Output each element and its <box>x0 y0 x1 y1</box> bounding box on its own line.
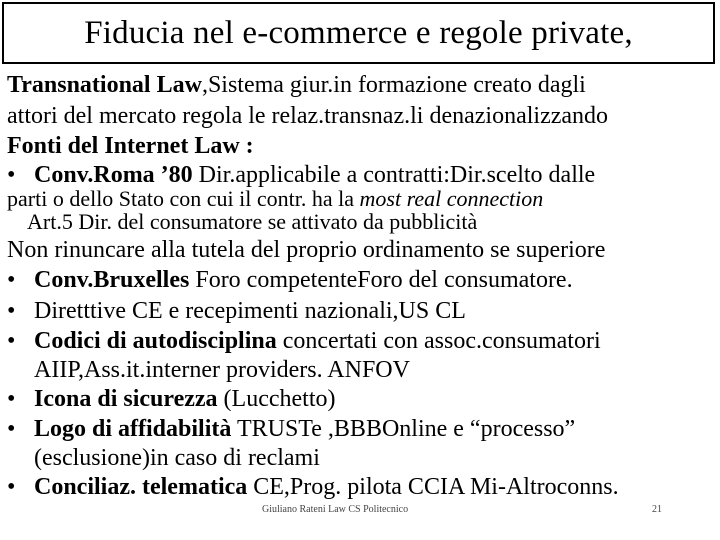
bullet-bruxelles: • Conv.Bruxelles Foro competenteForo del consumatore. <box>7 265 717 296</box>
intro-bold: Transnational Law <box>7 72 202 98</box>
roma-line-4: Non rinuncare alla tutela del proprio ordinamento se superiore <box>7 236 606 263</box>
slide-title-box <box>2 2 715 64</box>
roma-bold: Conv.Roma ’80 <box>34 161 193 188</box>
codici-continuation: AIIP,Ass.it.interner providers. ANFOV <box>34 356 410 383</box>
intro-line-1 <box>7 70 717 101</box>
bullet-roma <box>7 162 717 188</box>
slide-body <box>7 70 717 502</box>
logo-continuation: (esclusione)in caso di reclami <box>34 444 320 471</box>
bullet-dot: • <box>7 328 16 354</box>
bullet-dot: • <box>7 473 16 500</box>
bullet-dot: • <box>7 161 16 188</box>
bullet-conciliaz: • Conciliaz. telematica CE,Prog. pilota CCIA Mi-Altroconns. <box>7 472 717 503</box>
bullet-dot: • <box>7 297 16 324</box>
intro-line-2: attori del mercato regola le relaz.transnaz.li denazionalizzando <box>7 102 609 129</box>
roma-line-2: parti o dello Stato con cui il contr. ha la most real connection <box>7 185 544 211</box>
roma-line-3: Art.5 Dir. del consumatore se attivato da pubblicità <box>27 208 478 234</box>
roma-italic: most real connection <box>359 185 544 211</box>
bullet-dot: • <box>7 267 16 293</box>
slide-title: Fiducia nel e-commerce e regole private, <box>84 14 633 51</box>
bullet-direttive: • Diretttive CE e recepimenti nazionali,US CL <box>7 296 717 327</box>
bullet-dot: • <box>7 416 16 442</box>
sources-heading: Fonti del Internet Law : <box>7 133 254 159</box>
roma-rest: Dir.applicabile a contratti:Dir.scelto dalle <box>192 161 596 188</box>
bullet-logo: • Logo di affidabilità TRUSTe ,BBBOnline e “processo” <box>7 414 717 445</box>
intro-rest: ,Sistema giur.in formazione creato dagli <box>201 72 586 98</box>
bullet-icona: • Icona di sicurezza (Lucchetto) <box>7 384 717 415</box>
page-number: 21 <box>652 504 662 515</box>
bullet-codici: • Codici di autodisciplina concertati con assoc.consumatori <box>7 326 717 357</box>
slide-footer: Giuliano Rateni Law CS Politecnico <box>262 504 409 515</box>
bullet-dot: • <box>7 385 16 412</box>
